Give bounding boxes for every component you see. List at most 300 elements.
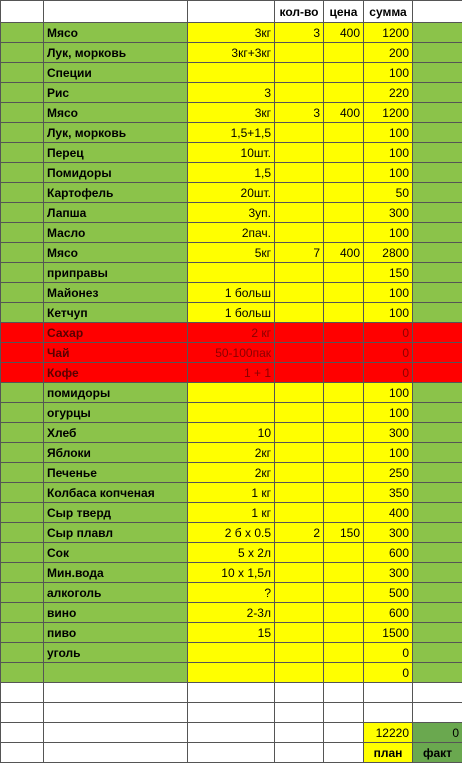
fact-cell[interactable]: [413, 43, 462, 63]
price-cell[interactable]: [324, 503, 364, 523]
fact-cell[interactable]: [413, 583, 462, 603]
price-cell[interactable]: [324, 463, 364, 483]
price-cell[interactable]: 400: [324, 23, 364, 43]
count-cell[interactable]: [275, 163, 324, 183]
empty-cell[interactable]: [188, 683, 275, 703]
empty-cell[interactable]: [44, 723, 188, 743]
fact-cell[interactable]: [413, 163, 462, 183]
price-cell[interactable]: 400: [324, 243, 364, 263]
table-row: [1, 223, 462, 243]
quantity-cell[interactable]: 1 кг: [188, 503, 275, 523]
table-row: [1, 443, 462, 463]
totals-label-row: [1, 743, 462, 763]
fact-cell[interactable]: [413, 243, 462, 263]
row-marker-cell[interactable]: [1, 143, 44, 163]
item-name-cell[interactable]: Рис: [44, 83, 188, 103]
row-marker-cell[interactable]: [1, 83, 44, 103]
sum-cell[interactable]: 600: [364, 603, 413, 623]
item-name-cell[interactable]: Мясо: [44, 103, 188, 123]
table-row: [1, 623, 462, 643]
quantity-cell[interactable]: 3: [188, 83, 275, 103]
quantity-cell[interactable]: 3кг: [188, 103, 275, 123]
count-cell[interactable]: [275, 423, 324, 443]
count-cell[interactable]: [275, 643, 324, 663]
row-marker-cell[interactable]: [1, 543, 44, 563]
fact-cell[interactable]: [413, 603, 462, 623]
sum-cell[interactable]: 100: [364, 283, 413, 303]
table-row: [1, 103, 462, 123]
fact-cell[interactable]: [413, 523, 462, 543]
price-cell[interactable]: [324, 443, 364, 463]
item-name-cell[interactable]: Сахар: [44, 323, 188, 343]
count-cell[interactable]: [275, 83, 324, 103]
count-cell[interactable]: [275, 343, 324, 363]
count-cell[interactable]: [275, 183, 324, 203]
count-cell[interactable]: [275, 263, 324, 283]
quantity-cell[interactable]: [188, 663, 275, 683]
sum-cell[interactable]: 0: [364, 363, 413, 383]
count-cell[interactable]: [275, 443, 324, 463]
price-cell[interactable]: [324, 123, 364, 143]
sum-cell[interactable]: 1200: [364, 23, 413, 43]
count-cell[interactable]: 7: [275, 243, 324, 263]
empty-cell[interactable]: [324, 743, 364, 763]
header-cell-count[interactable]: кол-во: [275, 1, 324, 23]
row-marker-cell[interactable]: [1, 303, 44, 323]
table-row: [1, 343, 462, 363]
item-name-cell[interactable]: Колбаса копченая: [44, 483, 188, 503]
table-row: [1, 303, 462, 323]
price-cell[interactable]: [324, 203, 364, 223]
count-cell[interactable]: [275, 363, 324, 383]
fact-cell[interactable]: [413, 143, 462, 163]
sum-cell[interactable]: 100: [364, 383, 413, 403]
fact-cell[interactable]: [413, 23, 462, 43]
fact-cell[interactable]: [413, 223, 462, 243]
quantity-cell[interactable]: 3кг+3кг: [188, 43, 275, 63]
quantity-cell[interactable]: 2-3л: [188, 603, 275, 623]
item-name-cell[interactable]: Лук, морковь: [44, 43, 188, 63]
fact-cell[interactable]: [413, 283, 462, 303]
sum-cell[interactable]: 0: [364, 323, 413, 343]
price-cell[interactable]: [324, 603, 364, 623]
quantity-cell[interactable]: [188, 403, 275, 423]
quantity-cell[interactable]: 2пач.: [188, 223, 275, 243]
count-cell[interactable]: [275, 43, 324, 63]
totals-row: [1, 723, 462, 743]
quantity-cell[interactable]: ?: [188, 583, 275, 603]
count-cell[interactable]: 2: [275, 523, 324, 543]
item-name-cell[interactable]: Картофель: [44, 183, 188, 203]
price-cell[interactable]: [324, 403, 364, 423]
sum-cell[interactable]: 300: [364, 203, 413, 223]
sum-cell[interactable]: 300: [364, 523, 413, 543]
sum-cell[interactable]: 200: [364, 43, 413, 63]
row-marker-cell[interactable]: [1, 563, 44, 583]
price-cell[interactable]: [324, 483, 364, 503]
price-cell[interactable]: 400: [324, 103, 364, 123]
sum-cell[interactable]: 220: [364, 83, 413, 103]
count-cell[interactable]: [275, 383, 324, 403]
row-marker-cell[interactable]: [1, 223, 44, 243]
count-cell[interactable]: [275, 623, 324, 643]
table-row: [1, 283, 462, 303]
row-marker-cell[interactable]: [1, 263, 44, 283]
quantity-cell[interactable]: 5 х 2л: [188, 543, 275, 563]
quantity-cell[interactable]: 10: [188, 423, 275, 443]
count-cell[interactable]: [275, 303, 324, 323]
fact-cell[interactable]: [413, 183, 462, 203]
empty-cell[interactable]: [275, 703, 324, 723]
sum-cell[interactable]: 0: [364, 643, 413, 663]
item-name-cell[interactable]: Печенье: [44, 463, 188, 483]
item-name-cell[interactable]: Кофе: [44, 363, 188, 383]
empty-cell[interactable]: [324, 703, 364, 723]
table-row: [1, 483, 462, 503]
empty-cell[interactable]: [324, 683, 364, 703]
fact-cell[interactable]: [413, 303, 462, 323]
fact-cell[interactable]: [413, 623, 462, 643]
row-marker-cell[interactable]: [1, 63, 44, 83]
sum-cell[interactable]: 250: [364, 463, 413, 483]
item-name-cell[interactable]: Перец: [44, 143, 188, 163]
count-cell[interactable]: [275, 483, 324, 503]
empty-cell[interactable]: [275, 723, 324, 743]
fact-cell[interactable]: [413, 263, 462, 283]
quantity-cell[interactable]: 1 + 1: [188, 363, 275, 383]
empty-cell[interactable]: [364, 703, 413, 723]
item-name-cell[interactable]: вино: [44, 603, 188, 623]
table-row: [1, 423, 462, 443]
header-cell-blank-b[interactable]: [44, 1, 188, 23]
count-cell[interactable]: [275, 403, 324, 423]
fact-cell[interactable]: [413, 663, 462, 683]
sum-cell[interactable]: 500: [364, 583, 413, 603]
header-cell-price[interactable]: цена: [324, 1, 364, 23]
empty-cell[interactable]: [324, 723, 364, 743]
header-cell-sum[interactable]: сумма: [364, 1, 413, 23]
fact-total-cell[interactable]: 0: [413, 723, 462, 743]
item-name-cell[interactable]: Лук, морковь: [44, 123, 188, 143]
fact-cell[interactable]: [413, 63, 462, 83]
table-row: [1, 383, 462, 403]
sum-cell[interactable]: 100: [364, 443, 413, 463]
price-cell[interactable]: [324, 583, 364, 603]
quantity-cell[interactable]: 1,5: [188, 163, 275, 183]
quantity-cell[interactable]: 15: [188, 623, 275, 643]
fact-cell[interactable]: [413, 643, 462, 663]
row-marker-cell[interactable]: [1, 663, 44, 683]
row-marker-cell[interactable]: [1, 183, 44, 203]
quantity-cell[interactable]: 10шт.: [188, 143, 275, 163]
empty-cell[interactable]: [44, 703, 188, 723]
row-marker-cell[interactable]: [1, 163, 44, 183]
fact-cell[interactable]: [413, 83, 462, 103]
empty-cell[interactable]: [1, 703, 44, 723]
sum-cell[interactable]: 100: [364, 223, 413, 243]
row-marker-cell[interactable]: [1, 623, 44, 643]
sum-cell[interactable]: 300: [364, 423, 413, 443]
row-marker-cell[interactable]: [1, 23, 44, 43]
quantity-cell[interactable]: 3уп.: [188, 203, 275, 223]
fact-cell[interactable]: [413, 543, 462, 563]
fact-cell[interactable]: [413, 423, 462, 443]
table-row: [1, 263, 462, 283]
sum-cell[interactable]: 400: [364, 503, 413, 523]
quantity-cell[interactable]: 5кг: [188, 243, 275, 263]
sum-cell[interactable]: 1500: [364, 623, 413, 643]
quantity-cell[interactable]: 10 х 1,5л: [188, 563, 275, 583]
sum-cell[interactable]: 0: [364, 663, 413, 683]
header-cell-blank-c[interactable]: [188, 1, 275, 23]
item-name-cell[interactable]: Лапша: [44, 203, 188, 223]
item-name-cell[interactable]: Чай: [44, 343, 188, 363]
count-cell[interactable]: [275, 563, 324, 583]
price-cell[interactable]: [324, 663, 364, 683]
table-row: [1, 63, 462, 83]
row-marker-cell[interactable]: [1, 43, 44, 63]
fact-cell[interactable]: [413, 383, 462, 403]
quantity-cell[interactable]: 2кг: [188, 463, 275, 483]
sum-cell[interactable]: 100: [364, 163, 413, 183]
count-cell[interactable]: [275, 203, 324, 223]
fact-cell[interactable]: [413, 503, 462, 523]
price-cell[interactable]: [324, 303, 364, 323]
row-marker-cell[interactable]: [1, 463, 44, 483]
item-name-cell[interactable]: Мясо: [44, 23, 188, 43]
fact-cell[interactable]: [413, 343, 462, 363]
row-marker-cell[interactable]: [1, 323, 44, 343]
price-cell[interactable]: [324, 643, 364, 663]
item-name-cell[interactable]: Сок: [44, 543, 188, 563]
sum-cell[interactable]: 300: [364, 563, 413, 583]
sum-cell[interactable]: 100: [364, 403, 413, 423]
quantity-cell[interactable]: 1 больш: [188, 283, 275, 303]
empty-cell[interactable]: [364, 683, 413, 703]
header-cell-blank-g[interactable]: [413, 1, 462, 23]
sum-cell[interactable]: 0: [364, 343, 413, 363]
fact-cell[interactable]: [413, 443, 462, 463]
count-cell[interactable]: [275, 323, 324, 343]
row-marker-cell[interactable]: [1, 523, 44, 543]
row-marker-cell[interactable]: [1, 403, 44, 423]
table-row: [1, 123, 462, 143]
item-name-cell[interactable]: Яблоки: [44, 443, 188, 463]
item-name-cell[interactable]: Хлеб: [44, 423, 188, 443]
sum-cell[interactable]: 50: [364, 183, 413, 203]
empty-cell[interactable]: [188, 703, 275, 723]
table-row: [1, 363, 462, 383]
table-row: [1, 563, 462, 583]
empty-cell[interactable]: [44, 743, 188, 763]
count-cell[interactable]: [275, 223, 324, 243]
table-row: [1, 463, 462, 483]
quantity-cell[interactable]: [188, 63, 275, 83]
table-row: [1, 23, 462, 43]
price-cell[interactable]: [324, 363, 364, 383]
table-row: [1, 83, 462, 103]
spreadsheet-body: [1, 1, 462, 763]
count-cell[interactable]: [275, 463, 324, 483]
count-cell[interactable]: [275, 143, 324, 163]
fact-cell[interactable]: [413, 103, 462, 123]
sum-cell[interactable]: 150: [364, 263, 413, 283]
price-cell[interactable]: [324, 163, 364, 183]
price-cell[interactable]: [324, 283, 364, 303]
table-row: [1, 503, 462, 523]
table-row: [1, 323, 462, 343]
fact-cell[interactable]: [413, 403, 462, 423]
row-marker-cell[interactable]: [1, 603, 44, 623]
row-marker-cell[interactable]: [1, 243, 44, 263]
quantity-cell[interactable]: 2 б х 0.5: [188, 523, 275, 543]
quantity-cell[interactable]: 1 больш: [188, 303, 275, 323]
item-name-cell[interactable]: огурцы: [44, 403, 188, 423]
price-cell[interactable]: [324, 63, 364, 83]
row-marker-cell[interactable]: [1, 103, 44, 123]
header-row: [1, 1, 462, 23]
table-row: [1, 43, 462, 63]
item-name-cell[interactable]: Кетчуп: [44, 303, 188, 323]
row-marker-cell[interactable]: [1, 363, 44, 383]
table-row: [1, 403, 462, 423]
row-marker-cell[interactable]: [1, 343, 44, 363]
price-cell[interactable]: [324, 423, 364, 443]
price-cell[interactable]: [324, 83, 364, 103]
fact-cell[interactable]: [413, 483, 462, 503]
fact-cell[interactable]: [413, 563, 462, 583]
fact-cell[interactable]: [413, 123, 462, 143]
empty-cell[interactable]: [188, 743, 275, 763]
price-cell[interactable]: [324, 323, 364, 343]
empty-cell[interactable]: [275, 683, 324, 703]
item-name-cell[interactable]: Помидоры: [44, 163, 188, 183]
count-cell[interactable]: [275, 663, 324, 683]
fact-label-cell[interactable]: факт: [413, 743, 462, 763]
empty-cell[interactable]: [275, 743, 324, 763]
fact-cell[interactable]: [413, 363, 462, 383]
price-cell[interactable]: [324, 543, 364, 563]
item-name-cell[interactable]: приправы: [44, 263, 188, 283]
row-marker-cell[interactable]: [1, 383, 44, 403]
sum-cell[interactable]: 350: [364, 483, 413, 503]
price-cell[interactable]: [324, 623, 364, 643]
item-name-cell[interactable]: Масло: [44, 223, 188, 243]
count-cell[interactable]: [275, 63, 324, 83]
item-name-cell[interactable]: Мясо: [44, 243, 188, 263]
count-cell[interactable]: [275, 543, 324, 563]
fact-cell[interactable]: [413, 203, 462, 223]
item-name-cell[interactable]: алкоголь: [44, 583, 188, 603]
sum-cell[interactable]: 100: [364, 303, 413, 323]
empty-row: [1, 683, 462, 703]
quantity-cell[interactable]: 2 кг: [188, 323, 275, 343]
item-name-cell[interactable]: Сыр тверд: [44, 503, 188, 523]
empty-cell[interactable]: [1, 743, 44, 763]
count-cell[interactable]: 3: [275, 23, 324, 43]
count-cell[interactable]: [275, 123, 324, 143]
price-cell[interactable]: [324, 343, 364, 363]
quantity-cell[interactable]: 3кг: [188, 23, 275, 43]
sum-cell[interactable]: 600: [364, 543, 413, 563]
quantity-cell[interactable]: [188, 263, 275, 283]
table-row: [1, 523, 462, 543]
quantity-cell[interactable]: 2кг: [188, 443, 275, 463]
table-row: [1, 203, 462, 223]
quantity-cell[interactable]: 1 кг: [188, 483, 275, 503]
price-cell[interactable]: [324, 143, 364, 163]
count-cell[interactable]: [275, 583, 324, 603]
price-cell[interactable]: [324, 383, 364, 403]
table-row: [1, 543, 462, 563]
header-cell-blank-a[interactable]: [1, 1, 44, 23]
plan-total-cell[interactable]: 12220: [364, 723, 413, 743]
row-marker-cell[interactable]: [1, 503, 44, 523]
quantity-cell[interactable]: [188, 383, 275, 403]
quantity-cell[interactable]: [188, 643, 275, 663]
row-marker-cell[interactable]: [1, 283, 44, 303]
item-name-cell[interactable]: Специи: [44, 63, 188, 83]
empty-cell[interactable]: [413, 683, 462, 703]
quantity-cell[interactable]: 50-100пак: [188, 343, 275, 363]
row-marker-cell[interactable]: [1, 583, 44, 603]
table-row: [1, 663, 462, 683]
count-cell[interactable]: [275, 503, 324, 523]
row-marker-cell[interactable]: [1, 483, 44, 503]
plan-label-cell[interactable]: план: [364, 743, 413, 763]
quantity-cell[interactable]: 20шт.: [188, 183, 275, 203]
item-name-cell[interactable]: помидоры: [44, 383, 188, 403]
fact-cell[interactable]: [413, 323, 462, 343]
table-row: [1, 143, 462, 163]
price-cell[interactable]: [324, 43, 364, 63]
quantity-cell[interactable]: 1,5+1,5: [188, 123, 275, 143]
count-cell[interactable]: [275, 283, 324, 303]
item-name-cell[interactable]: Сыр плавл: [44, 523, 188, 543]
item-name-cell[interactable]: Мин.вода: [44, 563, 188, 583]
table-row: [1, 163, 462, 183]
item-name-cell[interactable]: [44, 663, 188, 683]
row-marker-cell[interactable]: [1, 423, 44, 443]
sum-cell[interactable]: 100: [364, 143, 413, 163]
sum-cell[interactable]: 100: [364, 123, 413, 143]
price-cell[interactable]: [324, 263, 364, 283]
row-marker-cell[interactable]: [1, 123, 44, 143]
item-name-cell[interactable]: уголь: [44, 643, 188, 663]
count-cell[interactable]: 3: [275, 103, 324, 123]
price-cell[interactable]: [324, 223, 364, 243]
count-cell[interactable]: [275, 603, 324, 623]
table-row: [1, 603, 462, 623]
fact-cell[interactable]: [413, 463, 462, 483]
empty-cell[interactable]: [1, 683, 44, 703]
sum-cell[interactable]: 100: [364, 63, 413, 83]
price-cell[interactable]: 150: [324, 523, 364, 543]
row-marker-cell[interactable]: [1, 443, 44, 463]
empty-cell[interactable]: [1, 723, 44, 743]
price-cell[interactable]: [324, 563, 364, 583]
item-name-cell[interactable]: пиво: [44, 623, 188, 643]
sum-cell[interactable]: 1200: [364, 103, 413, 123]
empty-cell[interactable]: [413, 703, 462, 723]
sum-cell[interactable]: 2800: [364, 243, 413, 263]
row-marker-cell[interactable]: [1, 203, 44, 223]
item-name-cell[interactable]: Майонез: [44, 283, 188, 303]
row-marker-cell[interactable]: [1, 643, 44, 663]
empty-cell[interactable]: [188, 723, 275, 743]
price-cell[interactable]: [324, 183, 364, 203]
empty-cell[interactable]: [44, 683, 188, 703]
